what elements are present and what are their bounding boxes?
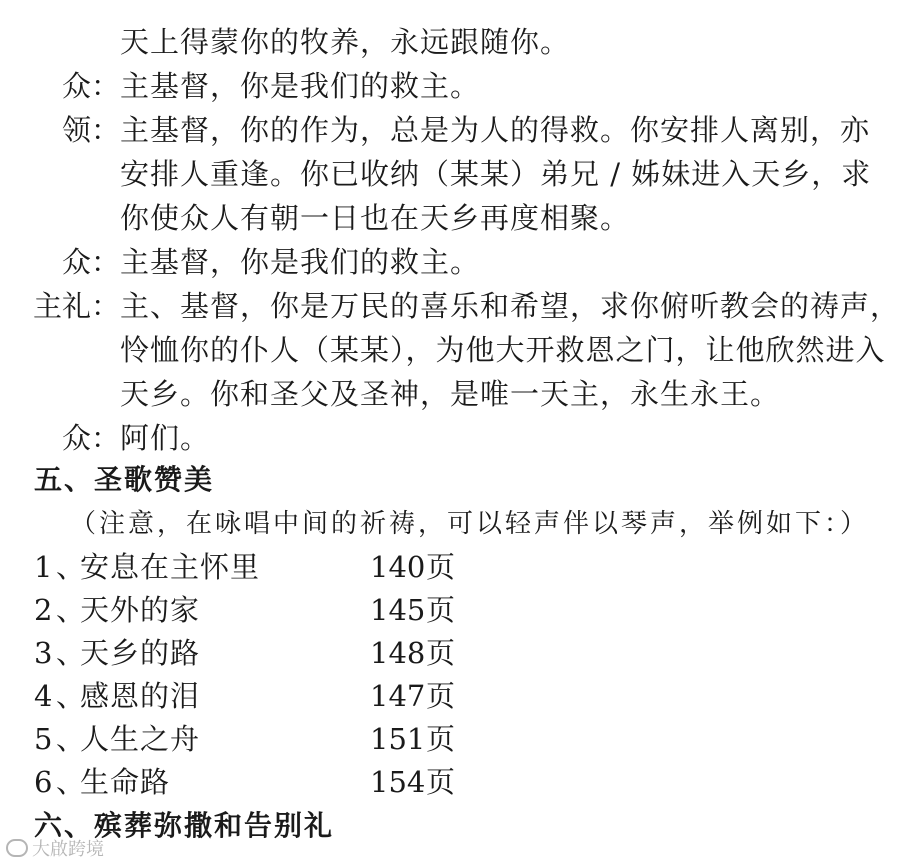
section-heading: 五、圣歌赞美 bbox=[34, 463, 215, 496]
hymn-number: 5 bbox=[34, 722, 53, 756]
hymn-page-number: 154 bbox=[370, 765, 426, 799]
section-note: （注意，在咏唱中间的祈祷，可以轻声伴以琴声，举例如下：） bbox=[70, 509, 870, 539]
text-line-continuation: 天上得蒙你的牧养，永远跟随你。 bbox=[120, 25, 571, 59]
hymn-title: 生命路 bbox=[80, 765, 171, 799]
speech-line: 天乡。你和圣父及圣神，是唯一天主，永生永王。 bbox=[120, 377, 781, 411]
watermark-text: 大啟跨境 bbox=[32, 839, 104, 860]
hymn-list-item bbox=[0, 547, 900, 587]
hymn-page-number: 145 bbox=[370, 593, 426, 627]
hymn-number: 1 bbox=[34, 550, 53, 584]
hymn-separator: 、 bbox=[56, 636, 86, 670]
speaker-label: 主礼： bbox=[32, 289, 120, 323]
hymn-number: 2 bbox=[34, 593, 53, 627]
watermark bbox=[6, 835, 104, 861]
hymn-page-unit: 页 bbox=[426, 722, 456, 756]
exchange-leader bbox=[0, 110, 900, 150]
hymn-page-number: 147 bbox=[370, 679, 426, 713]
speech-line: 主基督，你是我们的救主。 bbox=[120, 69, 481, 103]
hymn-page-number: 151 bbox=[370, 722, 426, 756]
hymn-separator: 、 bbox=[56, 593, 86, 627]
hymn-title: 天乡的路 bbox=[80, 636, 201, 670]
section-heading: 六、殡葬弥撒和告别礼 bbox=[34, 809, 335, 842]
hymn-page-unit: 页 bbox=[426, 679, 456, 713]
speech-line: 主、基督，你是万民的喜乐和希望，求你俯听教会的祷声， bbox=[120, 289, 900, 323]
hymn-title: 安息在主怀里 bbox=[80, 550, 261, 584]
hymn-title: 人生之舟 bbox=[80, 722, 201, 756]
hymn-separator: 、 bbox=[56, 765, 86, 799]
hymn-number: 6 bbox=[34, 765, 53, 799]
hymn-list-item bbox=[0, 676, 900, 716]
speech-line: 阿们。 bbox=[120, 421, 211, 455]
hymn-page-number: 148 bbox=[370, 636, 426, 670]
hymn-separator: 、 bbox=[56, 722, 86, 756]
speech-line: 安排人重逢。你已收纳（某某）弟兄 / 姊妹进入天乡，求 bbox=[120, 157, 872, 191]
exchange-congregation bbox=[0, 418, 900, 458]
exchange-congregation bbox=[0, 242, 900, 282]
hymn-list-item bbox=[0, 762, 900, 802]
speaker-label: 众： bbox=[61, 69, 120, 103]
hymn-title: 感恩的泪 bbox=[80, 679, 201, 713]
watermark-logo-icon bbox=[6, 839, 28, 857]
speaker-label: 领： bbox=[61, 113, 120, 147]
hymn-title: 天外的家 bbox=[80, 593, 201, 627]
speaker-label: 众： bbox=[61, 421, 120, 455]
exchange-congregation bbox=[0, 66, 900, 106]
hymn-page-unit: 页 bbox=[426, 765, 456, 799]
hymn-number: 4 bbox=[34, 679, 53, 713]
hymn-page-unit: 页 bbox=[426, 636, 456, 670]
hymn-number: 3 bbox=[34, 636, 53, 670]
hymn-list-item bbox=[0, 719, 900, 759]
hymn-separator: 、 bbox=[56, 550, 86, 584]
speech-line: 你使众人有朝一日也在天乡再度相聚。 bbox=[120, 201, 631, 235]
hymn-list-item bbox=[0, 590, 900, 630]
speech-line: 主基督，你的作为，总是为人的得救。你安排人离别，亦 bbox=[120, 113, 871, 147]
speech-line: 主基督，你是我们的救主。 bbox=[120, 245, 481, 279]
hymn-page-unit: 页 bbox=[426, 550, 456, 584]
exchange-celebrant bbox=[0, 286, 900, 326]
hymn-separator: 、 bbox=[56, 679, 86, 713]
speech-line: 怜恤你的仆人（某某），为他大开救恩之门，让他欣然进入 bbox=[120, 333, 886, 367]
hymn-page-number: 140 bbox=[370, 550, 426, 584]
hymn-list-item bbox=[0, 633, 900, 673]
hymn-page-unit: 页 bbox=[426, 593, 456, 627]
speaker-label: 众： bbox=[61, 245, 120, 279]
